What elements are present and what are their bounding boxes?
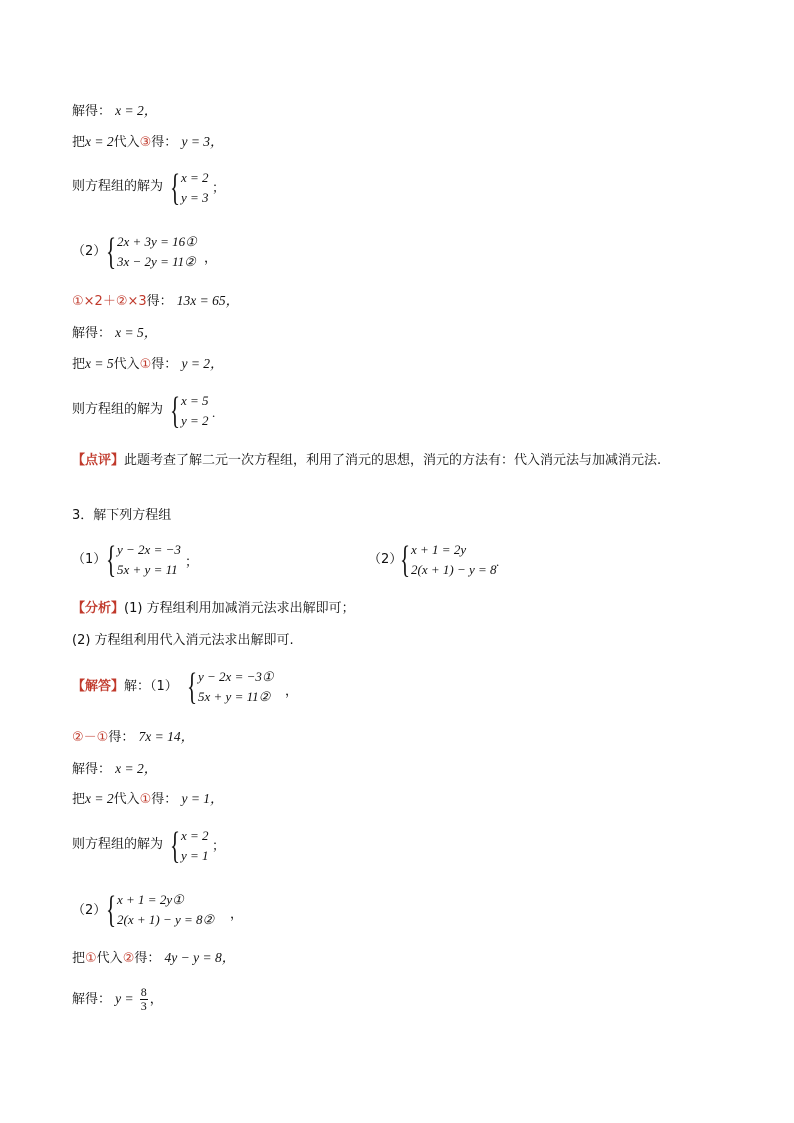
text: 此题考查了解二元一次方程组，利用了消元的思想，消元的方法有：代入消元法与加减消元法. xyxy=(124,453,662,468)
punctuation: ； xyxy=(185,554,199,569)
solution-line xyxy=(72,324,157,343)
text: （2） xyxy=(72,244,107,259)
equation-row: 2(x + 1) − y = 8 xyxy=(411,562,497,577)
equation-system xyxy=(170,826,230,866)
text: （2） xyxy=(72,903,107,918)
result-line xyxy=(72,178,163,196)
tag-label: 【分析】 xyxy=(72,601,125,616)
equation-row: x + 1 = 2y① xyxy=(117,892,184,907)
equation-row: 5x + y = 11 xyxy=(117,562,178,577)
text: 代入 xyxy=(113,135,140,150)
equation-system xyxy=(106,232,226,272)
equation-ref: ③ xyxy=(139,135,152,150)
operation-line xyxy=(72,728,194,747)
punctuation: ， xyxy=(204,250,218,265)
text: 3．解下列方程组 xyxy=(72,508,172,523)
equation-system xyxy=(106,890,246,930)
equation-system xyxy=(400,540,520,580)
text: 代入 xyxy=(96,951,123,966)
text: 得： xyxy=(134,951,161,966)
question-title xyxy=(72,507,171,525)
text: 则方程组的解为 xyxy=(72,179,164,194)
substitution-line xyxy=(72,949,235,968)
operation: ①×2＋②×3 xyxy=(72,294,147,309)
equation: y = 3， xyxy=(181,134,224,149)
equation-row: y − 2x = −3 xyxy=(117,542,181,557)
analysis-line xyxy=(72,600,355,618)
equation: y = 1， xyxy=(181,791,224,806)
text: 得： xyxy=(151,135,178,150)
equation-row: y − 2x = −3① xyxy=(198,669,274,684)
equation-ref: ① xyxy=(85,951,97,966)
punctuation: ； xyxy=(212,180,226,195)
equation: x = 5 xyxy=(85,356,114,371)
brace: { xyxy=(106,889,117,931)
text: 代入 xyxy=(113,357,140,372)
solution-line xyxy=(72,102,157,121)
equation-row: x = 2 xyxy=(181,170,209,185)
equation: x = 2 xyxy=(85,134,114,149)
text: 解：（1） xyxy=(124,679,178,694)
text: 解得： xyxy=(72,326,112,341)
equation: x = 5， xyxy=(115,325,158,340)
result-line xyxy=(72,836,163,854)
answer-line xyxy=(72,678,178,696)
equation-system xyxy=(170,391,230,431)
equation-row: x + 1 = 2y xyxy=(411,542,467,557)
equation: x = 2， xyxy=(115,103,158,118)
text: 得： xyxy=(151,357,178,372)
text: 解得： xyxy=(72,104,112,119)
text: 得： xyxy=(108,730,135,745)
operation: ②－① xyxy=(72,730,109,745)
equation: 7x = 14， xyxy=(138,729,195,744)
tag-label: 【点评】 xyxy=(72,453,125,468)
punctuation: ， xyxy=(285,683,299,698)
equation-system xyxy=(170,168,230,208)
text: （1） xyxy=(72,552,107,567)
part-label xyxy=(72,902,106,920)
equation-ref: ① xyxy=(139,357,152,372)
equation-ref: ① xyxy=(139,792,152,807)
brace: { xyxy=(170,167,181,209)
text: 则方程组的解为 xyxy=(72,402,164,417)
punctuation: . xyxy=(496,554,500,569)
equation-system xyxy=(106,540,206,580)
brace: { xyxy=(187,666,198,708)
text: 解得： xyxy=(72,762,112,777)
text: （2） xyxy=(368,552,403,567)
tag-label: 【解答】 xyxy=(72,679,125,694)
punctuation: ， xyxy=(149,992,163,1007)
equation-row: 5x + y = 11② xyxy=(198,689,271,704)
text: 代入 xyxy=(113,792,140,807)
text: 把 xyxy=(72,792,86,807)
equation-row: y = 1 xyxy=(181,848,209,863)
text: (2) 方程组利用代入消元法求出解即可. xyxy=(72,633,294,648)
numerator: 8 xyxy=(140,985,147,999)
text: 则方程组的解为 xyxy=(72,837,164,852)
brace: { xyxy=(170,390,181,432)
equation: y = 2， xyxy=(181,356,224,371)
brace: { xyxy=(106,539,117,581)
fraction xyxy=(140,986,148,1013)
equation: x = 2， xyxy=(115,761,158,776)
equation-system xyxy=(187,667,307,707)
substitution-line xyxy=(72,355,224,374)
equation: y = xyxy=(115,991,134,1006)
equation: x = 2 xyxy=(85,791,114,806)
part-label xyxy=(368,551,402,569)
brace: { xyxy=(170,825,181,867)
part-label xyxy=(72,243,106,261)
text: 把 xyxy=(72,357,86,372)
comment-line xyxy=(72,452,661,470)
solution-line xyxy=(72,760,157,779)
punctuation: ； xyxy=(212,838,226,853)
punctuation: . xyxy=(212,405,216,420)
equation-row: 2(x + 1) − y = 8② xyxy=(117,912,215,927)
equation: 13x = 65， xyxy=(176,293,240,308)
part-label xyxy=(72,551,106,569)
punctuation: ， xyxy=(230,906,244,921)
equation-row: 3x − 2y = 11② xyxy=(117,254,196,269)
text: 把 xyxy=(72,135,86,150)
equation-ref: ② xyxy=(122,951,135,966)
text: 解得： xyxy=(72,992,112,1007)
denominator: 3 xyxy=(140,999,147,1013)
text: 得： xyxy=(146,294,173,309)
analysis-line xyxy=(72,632,294,650)
brace: { xyxy=(400,539,411,581)
equation-row: y = 2 xyxy=(181,413,209,428)
equation-row: y = 3 xyxy=(181,190,209,205)
text: 把 xyxy=(72,951,86,966)
result-line xyxy=(72,401,163,419)
brace: { xyxy=(106,231,117,273)
equation-row: x = 2 xyxy=(181,828,209,843)
operation-line xyxy=(72,292,239,311)
equation-row: x = 5 xyxy=(181,393,209,408)
text: 得： xyxy=(151,792,178,807)
equation: 4y − y = 8， xyxy=(164,950,236,965)
substitution-line xyxy=(72,133,224,152)
substitution-line xyxy=(72,790,224,809)
text: (1) 方程组利用加减消元法求出解即可； xyxy=(124,601,355,616)
equation-row: 2x + 3y = 16① xyxy=(117,234,197,249)
solution-line xyxy=(72,984,163,1015)
